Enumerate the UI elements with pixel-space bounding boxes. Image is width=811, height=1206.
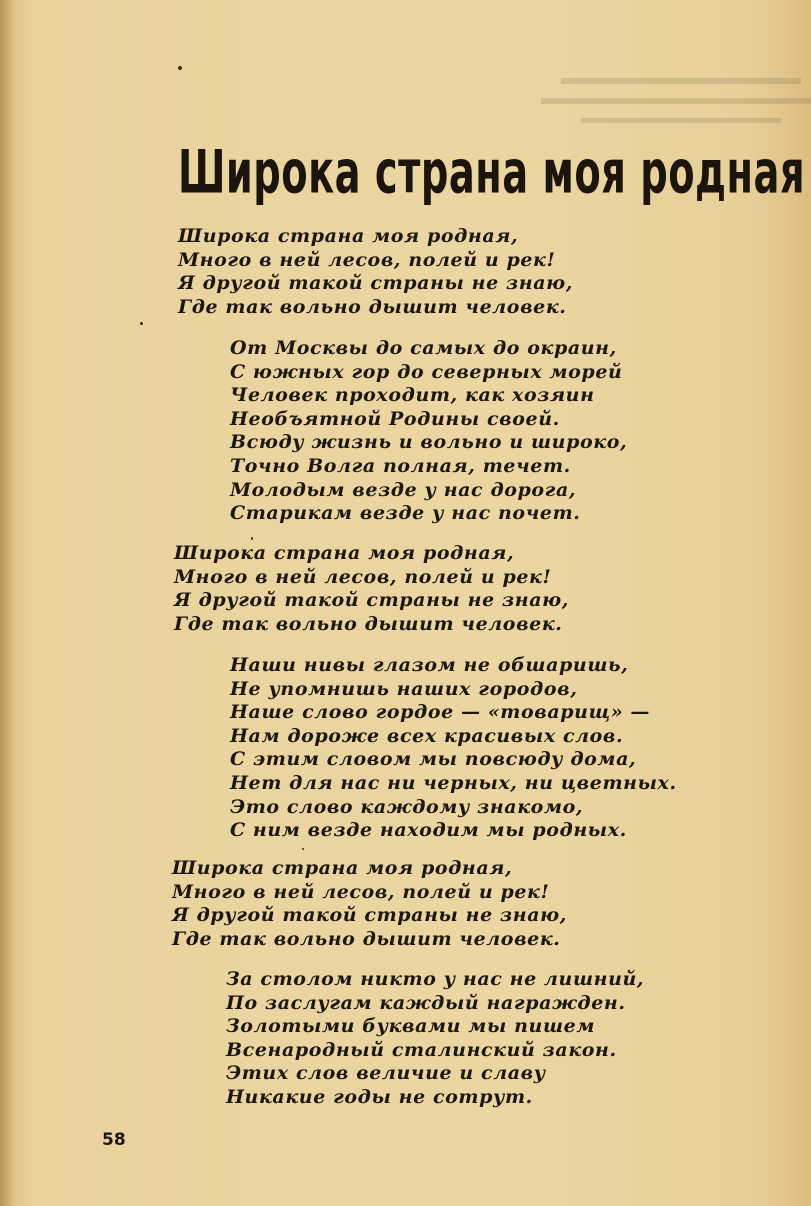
lyric-line: По заслугам каждый награжден. (226, 991, 626, 1014)
print-speck (251, 537, 253, 540)
lyric-line: Я другой такой страны не знаю, (178, 272, 573, 295)
lyric-line: Где так вольно дышит человек. (172, 927, 561, 950)
bleed-through-marks (520, 70, 811, 130)
lyric-line: Молодым везде у нас дорога, (230, 478, 577, 501)
lyric-line: Где так вольно дышит человек. (174, 612, 563, 635)
lyric-line: Я другой такой страны не знаю, (174, 589, 569, 612)
lyric-line: Наши нивы глазом не обшаришь, (230, 654, 629, 676)
lyric-line: С этим словом мы повсюду дома, (230, 748, 637, 771)
print-speck (140, 322, 143, 325)
song-title: Широка страна моя родная (178, 138, 806, 208)
lyric-line: Золотыми буквами мы пишем (226, 1015, 596, 1038)
lyric-line: Этих слов величие и славу (226, 1062, 546, 1085)
lyric-line: Человек проходит, как хозяин (230, 384, 595, 407)
bleed-through-text (520, 70, 811, 130)
lyric-line: Широка страна моя родная, (172, 857, 513, 879)
lyric-line: Необъятной Родины своей. (230, 407, 560, 430)
chorus-stanza (174, 542, 569, 636)
lyric-line: Старикам везде у нас почет. (230, 502, 581, 525)
chorus-stanza (172, 857, 567, 951)
verse-stanza (230, 654, 677, 843)
lyric-line: Много в ней лесов, полей и рек! (174, 565, 552, 588)
lyric-line: Где так вольно дышит человек. (178, 295, 567, 318)
lyric-line: Нет для нас ни черных, ни цветных. (230, 771, 677, 794)
lyric-line: Нам дороже всех красивых слов. (230, 724, 624, 747)
lyric-line: Всенародный сталинский закон. (226, 1038, 617, 1061)
print-speck (178, 66, 182, 70)
verse-stanza (226, 968, 644, 1110)
lyric-line: Много в ней лесов, полей и рек! (172, 880, 550, 903)
chorus-stanza (178, 225, 573, 319)
lyric-line: От Москвы до самых до окраин, (230, 337, 617, 359)
lyric-line: Точно Волга полная, течет. (230, 454, 571, 477)
lyric-line: Это слово каждому знакомо, (230, 795, 584, 818)
lyric-line: Не упомнишь наших городов, (230, 677, 578, 700)
lyric-line: Много в ней лесов, полей и рек! (178, 248, 556, 271)
lyric-line: Никакие годы не сотрут. (226, 1085, 533, 1108)
verse-stanza (230, 337, 627, 526)
lyric-line: Всюду жизнь и вольно и широко, (230, 431, 628, 454)
page-number: 58 (102, 1130, 126, 1150)
lyric-line: С южных гор до северных морей (230, 360, 623, 383)
lyric-line: Широка страна моя родная, (178, 225, 519, 247)
lyric-line: За столом никто у нас не лишний, (226, 968, 645, 990)
page-edge-shadow (0, 0, 14, 1206)
lyric-line: Я другой такой страны не знаю, (172, 904, 567, 927)
print-speck (302, 848, 304, 850)
lyric-line: Широка страна моя родная, (174, 542, 515, 564)
lyric-line: Наше слово гордое — «товарищ» — (230, 701, 651, 724)
lyric-line: С ним везде находим мы родных. (230, 819, 627, 842)
